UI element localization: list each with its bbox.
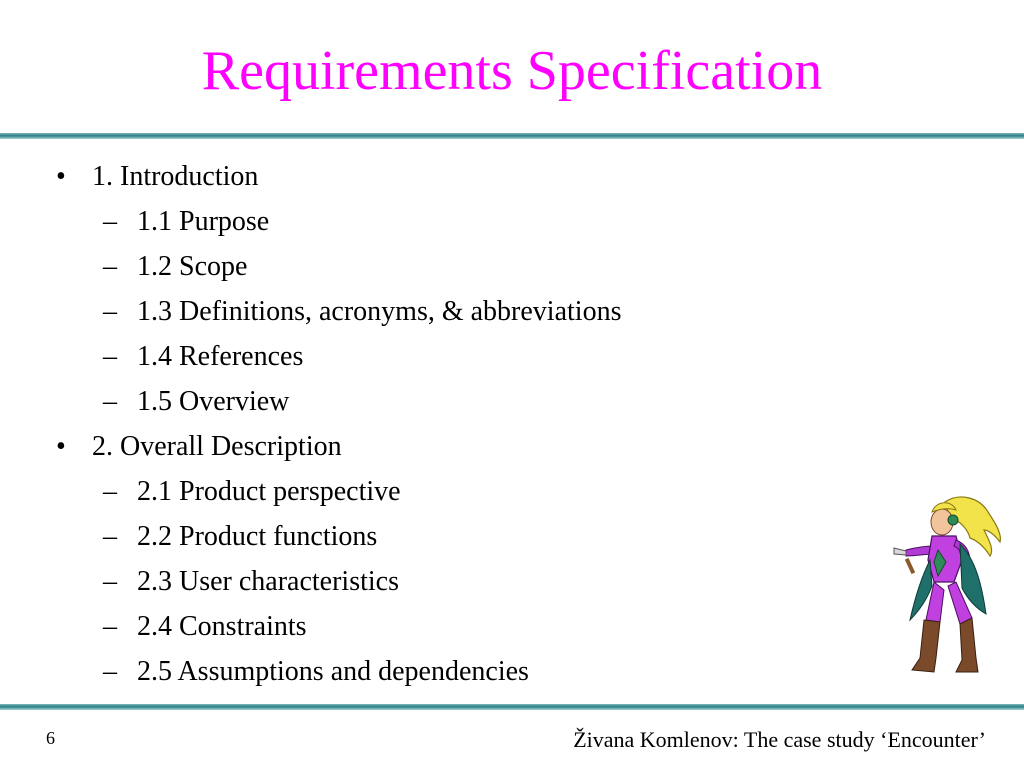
outline-subitem-label: 1.2 Scope	[137, 251, 248, 282]
outline-item-overall-description	[0, 424, 860, 469]
outline-subitem-label: 1.4 References	[137, 341, 304, 372]
dash-marker: –	[103, 611, 117, 642]
outline-subitem-overview	[0, 379, 860, 424]
dash-marker: –	[103, 656, 117, 687]
outline-subitem-constraints	[0, 604, 860, 649]
dash-marker: –	[103, 476, 117, 507]
dash-marker: –	[103, 296, 117, 327]
outline-subitem-definitions	[0, 289, 860, 334]
slide-title: Requirements Specification	[201, 40, 823, 102]
dash-marker: –	[103, 206, 117, 237]
dash-marker: –	[103, 341, 117, 372]
outline-subitem-label: 2.1 Product perspective	[137, 476, 401, 507]
bullet-marker: •	[56, 161, 66, 192]
outline-subitem-purpose	[0, 199, 860, 244]
dash-marker: –	[103, 566, 117, 597]
footer-caption: Živana Komlenov: The case study ‘Encounter’	[573, 727, 986, 752]
outline-subitem-label: 2.5 Assumptions and dependencies	[137, 656, 529, 687]
outline-subitem-label: 2.2 Product functions	[137, 521, 378, 552]
title-divider	[0, 133, 1024, 139]
outline-subitem-label: 2.4 Constraints	[137, 611, 307, 642]
dash-marker: –	[103, 521, 117, 552]
outline-item-introduction	[0, 154, 860, 199]
outline-subitem-product-perspective	[0, 469, 860, 514]
outline-item-label: 1. Introduction	[92, 161, 259, 192]
dash-marker: –	[103, 251, 117, 282]
footer-divider	[0, 704, 1024, 710]
bullet-marker: •	[56, 431, 66, 462]
outline-subitem-references	[0, 334, 860, 379]
outline-subitem-product-functions	[0, 514, 860, 559]
warrior-character-illustration	[890, 490, 1005, 685]
outline-list	[0, 154, 860, 694]
outline-subitem-assumptions	[0, 649, 860, 694]
dash-marker: –	[103, 386, 117, 417]
outline-subitem-label: 1.5 Overview	[137, 386, 290, 417]
outline-subitem-label: 1.3 Definitions, acronyms, & abbreviations	[137, 296, 622, 327]
outline-subitem-user-characteristics	[0, 559, 860, 604]
outline-subitem-label: 1.1 Purpose	[137, 206, 270, 237]
outline-item-label: 2. Overall Description	[92, 431, 342, 462]
page-number: 6	[46, 728, 55, 748]
outline-subitem-label: 2.3 User characteristics	[137, 566, 399, 597]
outline-subitem-scope	[0, 244, 860, 289]
